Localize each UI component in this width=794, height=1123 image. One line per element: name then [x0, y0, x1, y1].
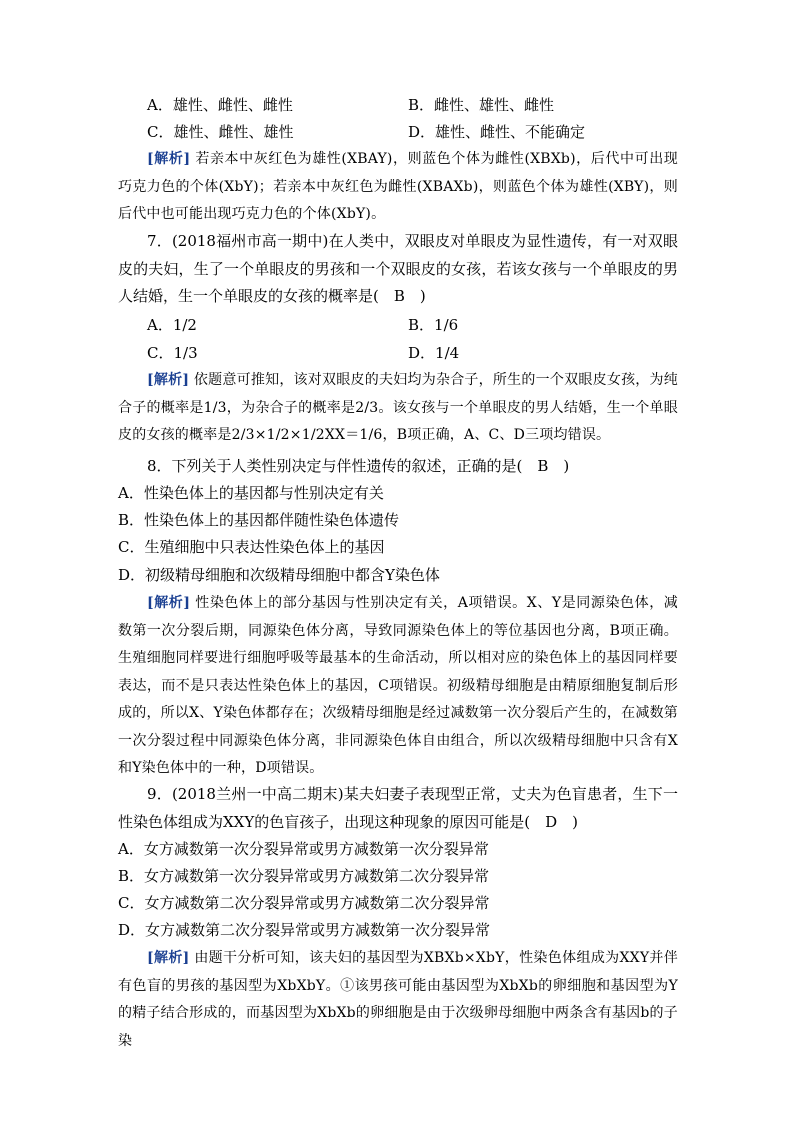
q9-stem: 9．(2018兰州一中高二期末)某夫妇妻子表现型正常，丈夫为色盲患者，生下一性染色体组成为XXY的色盲孩子，出现这种现象的原因可能是( D ): [118, 785, 678, 831]
q6-option-d: D．雄性、雌性、不能确定: [408, 123, 586, 141]
q7-analysis: [118, 367, 678, 450]
q6-option-b: B．雌性、雄性、雌性: [408, 96, 555, 114]
q6-analysis-text: 若亲本中灰红色为雄性(XBAY)，则蓝色个体为雌性(XBXb)，后代中可出现巧克力色的个体(XbY)；若亲本中灰红色为雌性(XBAXb)，则蓝色个体为雄性(XBY)，则后代中也可能出现巧克力色的个体(XbY)。: [118, 151, 678, 222]
q8-option-a: A．性染色体上的基因都与性别决定有关: [118, 484, 384, 502]
analysis-tag: [解析]: [147, 372, 190, 388]
analysis-tag: [解析]: [147, 151, 191, 167]
q8-stem: 8．下列关于人类性别决定与伴性遗传的叙述，正确的是( B ): [147, 457, 570, 475]
q9-option-c: C．女方减数第二次分裂异常或男方减数第二次分裂异常: [118, 894, 490, 912]
q7-option-d: D．1/4: [408, 344, 460, 362]
q8-option-d: D．初级精母细胞和次级精母细胞中都含Y染色体: [118, 566, 440, 584]
analysis-tag: [解析]: [147, 595, 191, 611]
q6-option-c: C．雄性、雌性、雄性: [147, 123, 294, 141]
q9-analysis-text: 由题干分析可知，该夫妇的基因型为XBXb×XbY，性染色体组成为XXY并伴有色盲的男孩的基因型为XbXbY。①该男孩可能由基因型为XbXb的卵细胞和基因型为Y的精子结合形成的，而基因型为XbXb的卵细胞是由于次级卵母细胞中两条含有基因b的子染: [118, 950, 678, 1049]
q7-option-b: B．1/6: [408, 316, 459, 334]
q7-option-a: A．1/2: [147, 316, 197, 334]
q8-option-b: B．性染色体上的基因都伴随性染色体遗传: [118, 511, 400, 529]
analysis-tag: [解析]: [147, 950, 190, 966]
q8-option-c: C．生殖细胞中只表达性染色体上的基因: [118, 538, 385, 556]
q9-option-b: B．女方减数第一次分裂异常或男方减数第二次分裂异常: [118, 867, 490, 885]
q7-analysis-text: 依题意可推知，该对双眼皮的夫妇均为杂合子，所生的一个双眼皮女孩，为纯合子的概率是1/3，为杂合子的概率是2/3。该女孩与一个单眼皮的男人结婚，生一个单眼皮的女孩的概率是2/3×1/2×1/2XX＝1/6，B项正确，A、C、D三项均错误。: [118, 372, 678, 443]
q7-stem: 7．(2018福州市高一期中)在人类中，双眼皮对单眼皮为显性遗传，有一对双眼皮的夫妇，生了一个单眼皮的男孩和一个双眼皮的女孩，若该女孩与一个单眼皮的男人结婚，生一个单眼皮的女孩的概率是( B ): [118, 232, 678, 305]
q7-option-c: C．1/3: [147, 344, 198, 362]
q9-option-a: A．女方减数第一次分裂异常或男方减数第一次分裂异常: [118, 840, 489, 858]
q9-option-d: D．女方减数第二次分裂异常或男方减数第一次分裂异常: [118, 921, 491, 939]
q8-analysis-text: 性染色体上的部分基因与性别决定有关，A项错误。X、Y是同源染色体，减数第一次分裂后期，同源染色体分离，导致同源染色体上的等位基因也分离，B项正确。生殖细胞同样要进行细胞呼吸等最基本的生命活动，所以相对应的染色体上的基因同样要表达，而不是只表达性染色体上的基因，C项错误。初级精母细胞是由精原细胞复制后形成的，所以X、Y染色体都存在；次级精母细胞是经过减数第一次分裂后产生的，在减数第一次分裂过程中同源染色体分离，非同源染色体自由组合，所以次级精母细胞中只含有X和Y染色体中的一种，D项错误。: [118, 595, 678, 776]
q6-option-a: A．雄性、雌性、雌性: [147, 96, 293, 114]
q6-analysis: [118, 146, 678, 229]
q9-analysis: [118, 945, 678, 1055]
q8-analysis: [118, 590, 678, 783]
